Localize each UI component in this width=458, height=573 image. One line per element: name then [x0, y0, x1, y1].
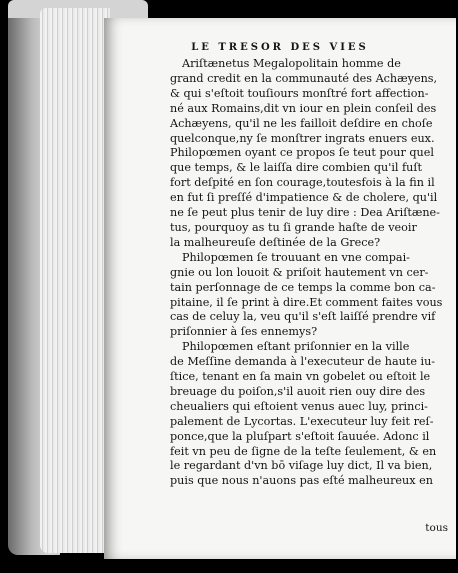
text-line: de Meſſine demanda à l'executeur de haute iu- — [170, 355, 436, 369]
text-line: quelconque,ny ſe monſtrer ingrats enuers eux. — [170, 131, 435, 145]
running-head: LE TRESOR DES VIES — [191, 42, 369, 53]
text-line: tain perſonnage de ce temps la comme bon ca- — [170, 280, 436, 294]
text-line: la malheureuſe deſtinée de la Grece? — [170, 235, 381, 249]
text-line: tus, pourquoy as tu ſi grande haſte de veoir — [170, 220, 417, 234]
text-line: Achæyens, qu'il ne les failloit deſdire en choſe — [170, 116, 433, 130]
text-line: gnie ou lon louoit & priſoit hautement vn cer- — [170, 265, 429, 279]
text-line: Ariſtænetus Megalopolitain homme de — [182, 57, 401, 70]
catchword: tous — [425, 522, 448, 534]
text-line: le regardant d'vn bō viſage luy dict, Il va bien, — [170, 459, 433, 473]
book-page — [104, 18, 456, 559]
text-line: né aux Romains,dit vn iour en plein conſeil des — [170, 101, 437, 115]
text-line: feit vn peu de ſigne de la teſte ſeulement, & en — [170, 444, 437, 458]
text-line: & qui s'eſtoit touſiours monſtré fort affection- — [170, 86, 429, 100]
text-line: pitaine, il ſe print à dire.Et comment faites vous — [170, 295, 443, 309]
text-line: ſtice, tenant en ſa main vn gobelet ou eſtoit le — [170, 370, 431, 384]
text-line: Philopœmen oyant ce propos ſe teut pour quel — [170, 146, 434, 160]
text-line: que temps, & le laiſſa dire combien qu'il fuſt — [170, 161, 423, 175]
text-line: en fut ſi preſſé d'impatience & de cholere, qu'il — [170, 191, 438, 205]
text-line: puis que nous n'auons pas eſté malheureux en — [170, 474, 433, 488]
text-line: palement de Lycortas. L'executeur luy feit reſ- — [170, 414, 434, 428]
text-block — [170, 57, 454, 489]
text-line: ponce,que la pluſpart s'eſtoit ſauuée. Adonc il — [170, 429, 430, 443]
text-line: cas de celuy la, veu qu'il s'eſt laiſſé prendre vif — [170, 310, 436, 324]
text-line: cheualiers qui eſtoient venus auec luy, princi- — [170, 399, 428, 413]
text-line: breuage du poiſon,s'il auoit rien ouy dire des — [170, 384, 426, 398]
text-line: Philopœmen eſtant priſonnier en la ville — [182, 340, 410, 354]
text-line: fort deſpité en ſon courage,toutesfois à la fin il — [170, 176, 435, 190]
text-line: grand credit en la communauté des Achæyens, — [170, 71, 438, 85]
text-line: Philopœmen ſe trouuant en vne compai- — [182, 250, 410, 264]
text-line: ne ſe peut plus tenir de luy dire : Dea Ariſtæne- — [170, 206, 440, 220]
page-stack-edges — [40, 8, 110, 553]
text-line: priſonnier à ſes ennemys? — [170, 325, 318, 339]
